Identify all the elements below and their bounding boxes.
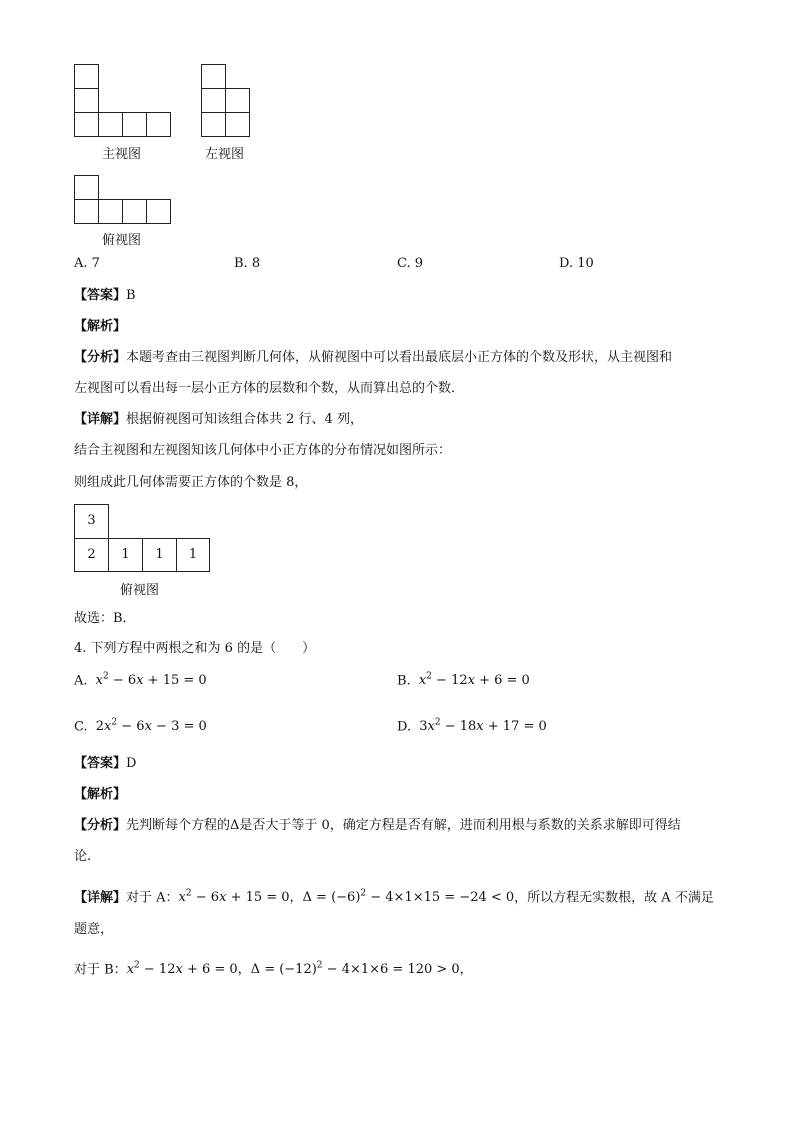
left-view-cell: [225, 88, 250, 113]
q3-option-a: A. 7: [74, 256, 100, 271]
answer-label: 【答案】: [74, 756, 127, 771]
q3-fenxi-line2: 左视图可以看出每一层小正方体的层数和个数，从而算出总的个数．: [74, 381, 465, 396]
q4-answer: [74, 755, 136, 773]
q4-stem: 4. 下列方程中两根之和为 6 的是（ ）: [74, 641, 316, 656]
option-equation: $3x^2 - 18x + 17 = 0$: [419, 718, 547, 735]
q3-answer: [74, 287, 136, 305]
detail-text: 根据俯视图可知该组合体共 2 行、4 列，: [126, 412, 363, 427]
grid-number: 1: [121, 547, 130, 562]
q3-detail-line2: 结合主视图和左视图知该几何体中小正方体的分布情况如图所示：: [74, 443, 452, 458]
front-view-cell: [74, 112, 99, 137]
top-view-cell: [74, 199, 99, 224]
q4-option-a: [74, 672, 207, 688]
q3-option-c: C. 9: [397, 256, 424, 271]
left-view-cell: [201, 64, 226, 89]
q4-detail-a: [74, 885, 714, 907]
q3-analysis-heading: [74, 318, 126, 336]
q4-fenxi-line: [74, 817, 681, 835]
detail-suffix: ，所以方程无实数根，故 A 不满足: [514, 890, 714, 906]
q4-fenxi-line2: 论.: [74, 849, 92, 864]
detail-prefix: 对于 A：: [126, 890, 179, 906]
option-label: D.: [397, 719, 412, 735]
left-view-cell: [225, 112, 250, 137]
detail-equation: $x^2 - 12x + 6 = 0$，$\Delta = (-12)^2 - 4\times 1\times 6 = 120 > 0$，: [126, 961, 473, 978]
q4-analysis-heading: [74, 786, 126, 804]
front-view-cell: [74, 64, 99, 89]
answer-label: 【答案】: [74, 288, 127, 303]
detail-prefix: 对于 B：: [74, 962, 127, 978]
top-view-cell: [146, 199, 171, 224]
answer-value: B: [126, 288, 136, 303]
q3-detail-line3: 则组成此几何体需要正方体的个数是 8，: [74, 475, 308, 490]
detail-label: 【详解】: [74, 890, 127, 906]
fenxi-label: 【分析】: [74, 818, 127, 833]
q3-option-b: B. 8: [234, 256, 261, 271]
fenxi-text: 本题考查由三视图判断几何体，从俯视图中可以看出最底层小正方体的个数及形状，从主视图和: [126, 350, 673, 365]
grid-caption: 俯视图: [120, 583, 160, 598]
option-equation: $2x^2 - 6x - 3 = 0$: [95, 718, 207, 735]
option-label: A.: [74, 673, 88, 689]
grid-number: 2: [87, 547, 96, 562]
left-view-cell: [201, 88, 226, 113]
fenxi-text: 先判断每个方程的Δ是否大于等于 0，确定方程是否有解，进而利用根与系数的关系求解即可得结: [126, 818, 681, 833]
grid-number: 3: [87, 513, 96, 528]
top-view-cell: [122, 199, 147, 224]
front-view-caption: 主视图: [102, 147, 142, 162]
grid-number: 1: [188, 547, 198, 562]
q4-option-c: [74, 718, 207, 734]
q3-choose: 故选：B．: [74, 611, 136, 626]
option-label: B.: [397, 673, 411, 689]
q4-detail-a-line2: 题意，: [74, 922, 114, 937]
detail-equation: $x^2 - 6x + 15 = 0$，$\Delta = (-6)^2 - 4\times 1\times 15 = -24 < 0$: [178, 889, 515, 906]
q3-detail-line: [74, 411, 363, 429]
top-view-cell: [98, 199, 123, 224]
front-view-cell: [98, 112, 123, 137]
top-view-cell: [74, 175, 99, 200]
left-view-cell: [201, 112, 226, 137]
option-label: C.: [74, 719, 88, 735]
top-view-caption: 俯视图: [102, 233, 142, 248]
q3-fenxi-line: [74, 349, 672, 367]
option-equation: $x^2 - 12x + 6 = 0$: [418, 672, 530, 689]
front-view-cell: [122, 112, 147, 137]
fenxi-label: 【分析】: [74, 350, 127, 365]
option-equation: $x^2 - 6x + 15 = 0$: [95, 672, 207, 689]
answer-value: D: [126, 756, 137, 771]
analysis-label: 【解析】: [74, 319, 127, 334]
left-view-caption: 左视图: [205, 147, 245, 162]
q4-detail-b: [74, 957, 473, 979]
q4-option-b: [397, 672, 530, 688]
q3-option-d: D. 10: [559, 256, 594, 271]
front-view-cell: [74, 88, 99, 113]
analysis-label: 【解析】: [74, 787, 127, 802]
grid-number: 1: [155, 547, 164, 562]
q4-option-d: [397, 718, 547, 734]
detail-label: 【详解】: [74, 412, 127, 427]
front-view-cell: [146, 112, 171, 137]
